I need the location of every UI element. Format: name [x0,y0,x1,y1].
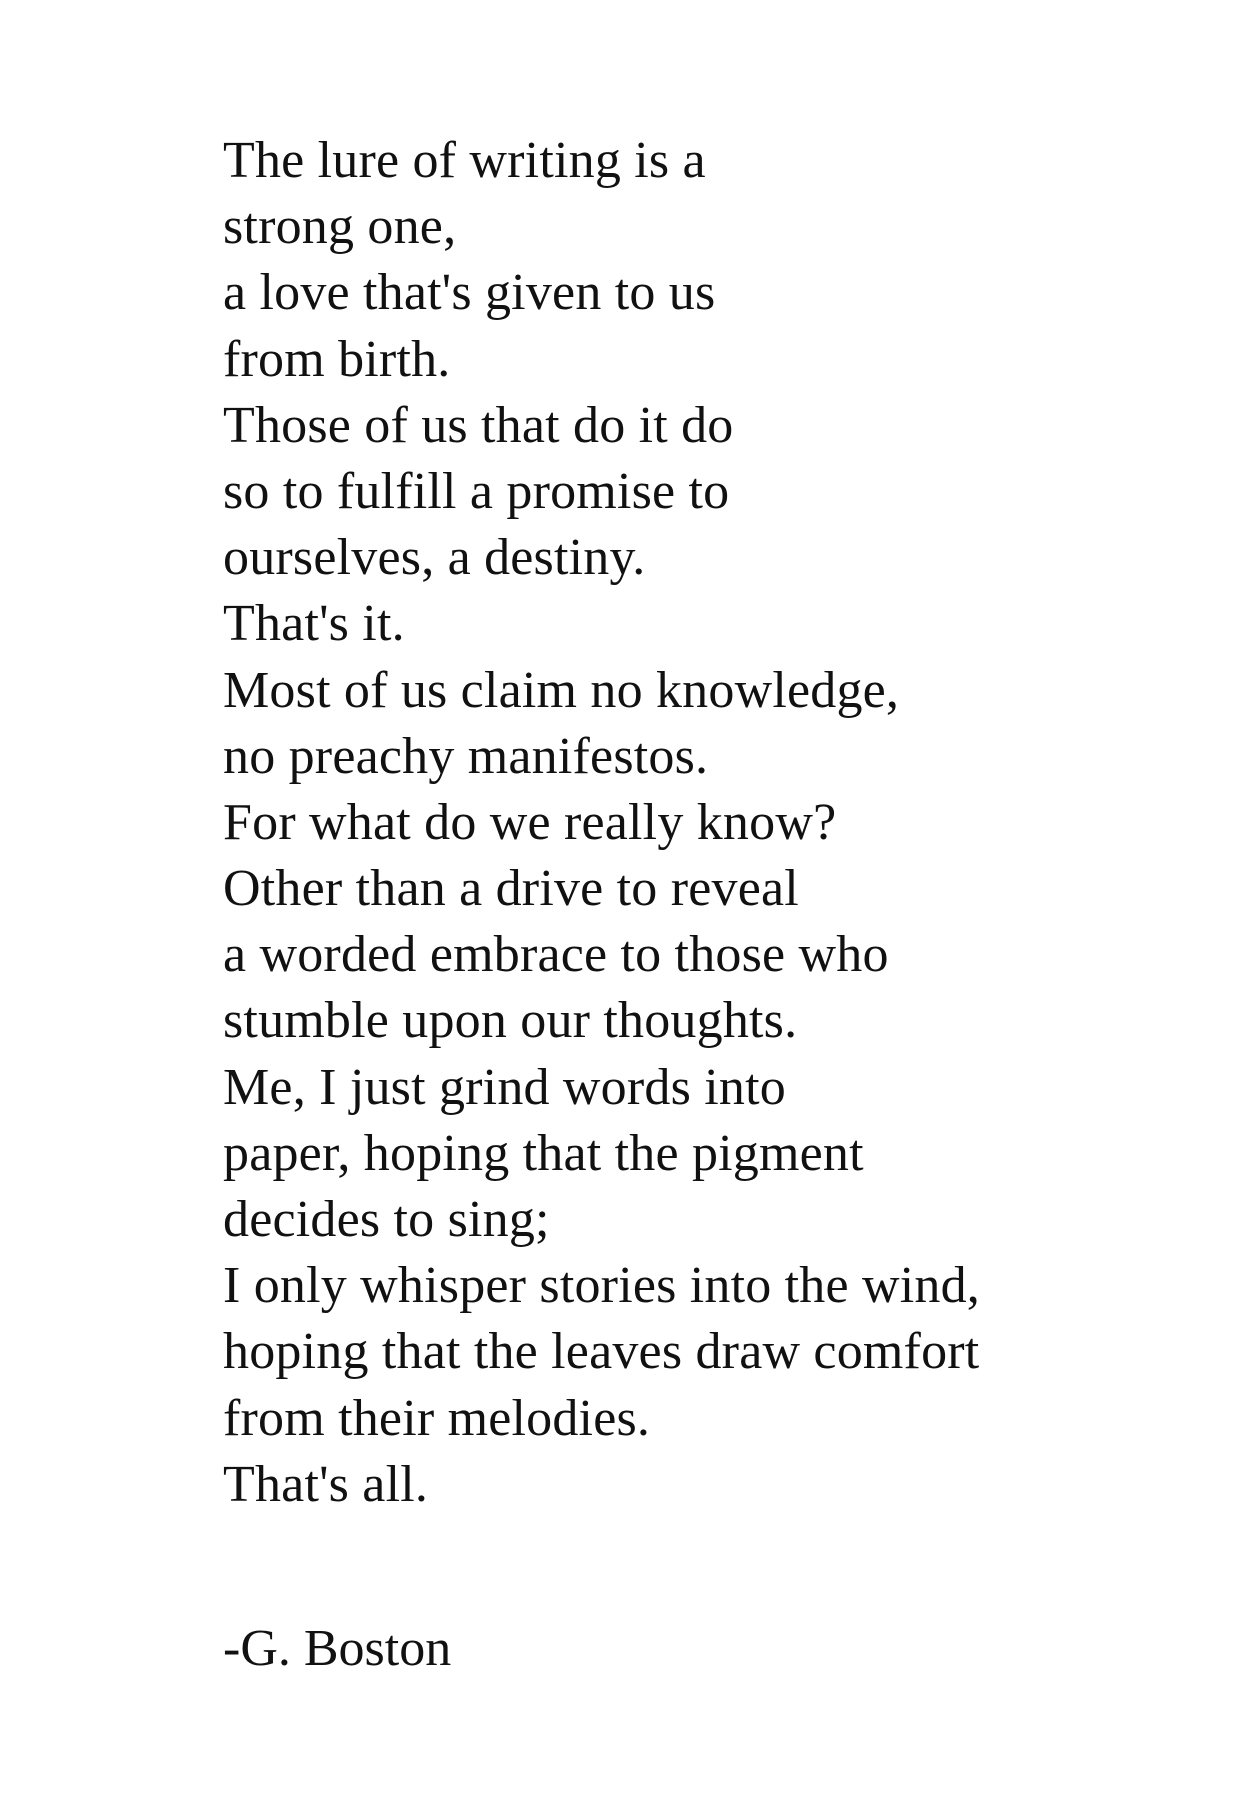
poem-line: Most of us claim no knowledge, [223,661,900,719]
poem-line: That's all. [223,1455,429,1513]
poem-line: strong one, [223,198,457,256]
poem-line: from birth. [223,330,451,388]
poem-line: a worded embrace to those who [223,926,889,984]
poem-line: from their melodies. [223,1389,651,1447]
poem-line: For what do we really know? [223,793,837,851]
poem-line: The lure of writing is a [223,132,706,189]
poem-line: That's it. [223,595,405,653]
author-signature: -G. Boston [223,1620,452,1677]
poem-line: no preachy manifestos. [223,727,709,785]
poem-line: ourselves, a destiny. [223,529,646,587]
poem-line: Me, I just grind words into [223,1058,786,1116]
poem-body [223,128,1183,1518]
poem-line: Those of us that do it do [223,396,734,454]
poem-line: a love that's given to us [223,264,716,322]
poem-line: stumble upon our thoughts. [223,992,798,1050]
poem-line: paper, hoping that the pigment [223,1124,864,1182]
poem-line: hoping that the leaves draw comfort [223,1323,980,1381]
poem-line: so to fulfill a promise to [223,462,730,520]
poem-line: Other than a drive to reveal [223,860,799,918]
poem-line: decides to sing; [223,1191,550,1248]
poem-line: I only whisper stories into the wind, [223,1257,980,1315]
